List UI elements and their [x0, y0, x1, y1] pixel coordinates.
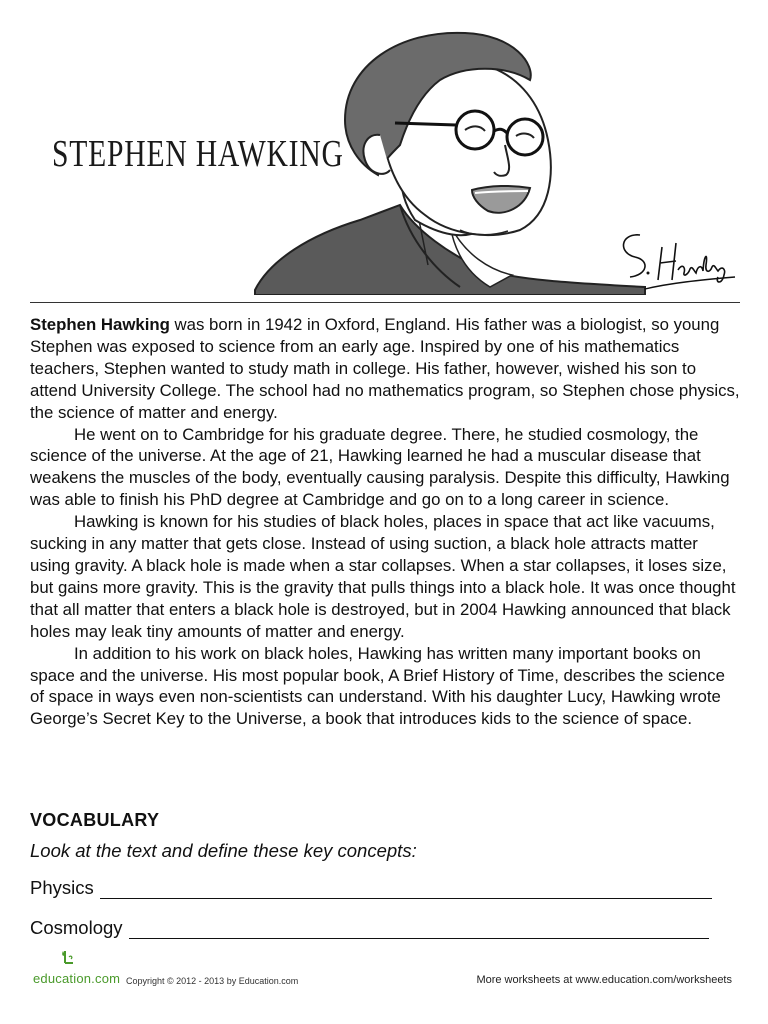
paragraph-4: In addition to his work on black holes, Hawking has written many important books on space and the universe. His most popular book, A Brief History of Time, describes the science of space in ways even non-scientists can understand. With his daughter Lucy, Hawking wrote George’s Secret Key to the Universe, a book that introduces kids to the science of space.	[30, 643, 725, 729]
lead-name: Stephen Hawking	[30, 315, 170, 334]
header-divider	[30, 302, 740, 303]
vocabulary-heading: VOCABULARY	[30, 810, 160, 830]
definition-blank[interactable]	[129, 920, 709, 939]
vocab-term: Cosmology	[30, 917, 123, 938]
paragraph-3: Hawking is known for his studies of black holes, places in space that act like vacuums, sucking in any matter that gets close. Instead of using suction, a black hole attracts matter using gravity. A black hole is made when a star collapses. When a star collapses, it loses size, but gains more gravity. This is the gravity that pulls things into a black hole. It was once thought that all matter that enters a black hole is destroyed, but in 2004 Hawking announced that black holes may leak tiny amounts of matter and energy.	[30, 512, 736, 641]
article-body	[30, 314, 742, 730]
copyright-text: Copyright © 2012 - 2013 by Education.com	[126, 976, 299, 986]
paragraph-2: He went on to Cambridge for his graduate degree. There, he studied cosmology, the science of the universe. At the age of 21, Hawking learned he had a muscular disease that weakens the muscles of the body, eventually causing paralysis. Despite this difficulty, Hawking was able to finish his PhD degree at Cambridge and go on to a long career in science.	[30, 424, 730, 510]
portrait-illustration	[250, 25, 650, 295]
vocab-term: Physics	[30, 877, 94, 898]
definition-blank[interactable]	[100, 880, 712, 899]
logo-wordmark: education.com	[33, 971, 121, 986]
education-logo[interactable]	[33, 955, 120, 986]
education-logo-icon	[33, 949, 93, 979]
signature-graphic	[600, 225, 740, 300]
paragraph-1	[30, 314, 742, 424]
paragraph-1-text: was born in 1942 in Oxford, England. His father was a biologist, so young Stephen was exposed to science from an early age. Inspired by one of his mathematics teachers, Stephen wanted to study math in college. His father, however, wished his son to attend University College. The school had no mathematics program, so Stephen chose physics, the science of matter and energy.	[30, 315, 740, 422]
vocab-item-cosmology	[30, 917, 709, 939]
vocabulary-instruction: Look at the text and define these key concepts:	[30, 840, 417, 861]
more-worksheets-link[interactable]: More worksheets at www.education.com/worksheets	[476, 974, 732, 986]
vocab-item-physics	[30, 877, 712, 899]
worksheet-title: STEPHEN HAWKING	[52, 133, 344, 175]
